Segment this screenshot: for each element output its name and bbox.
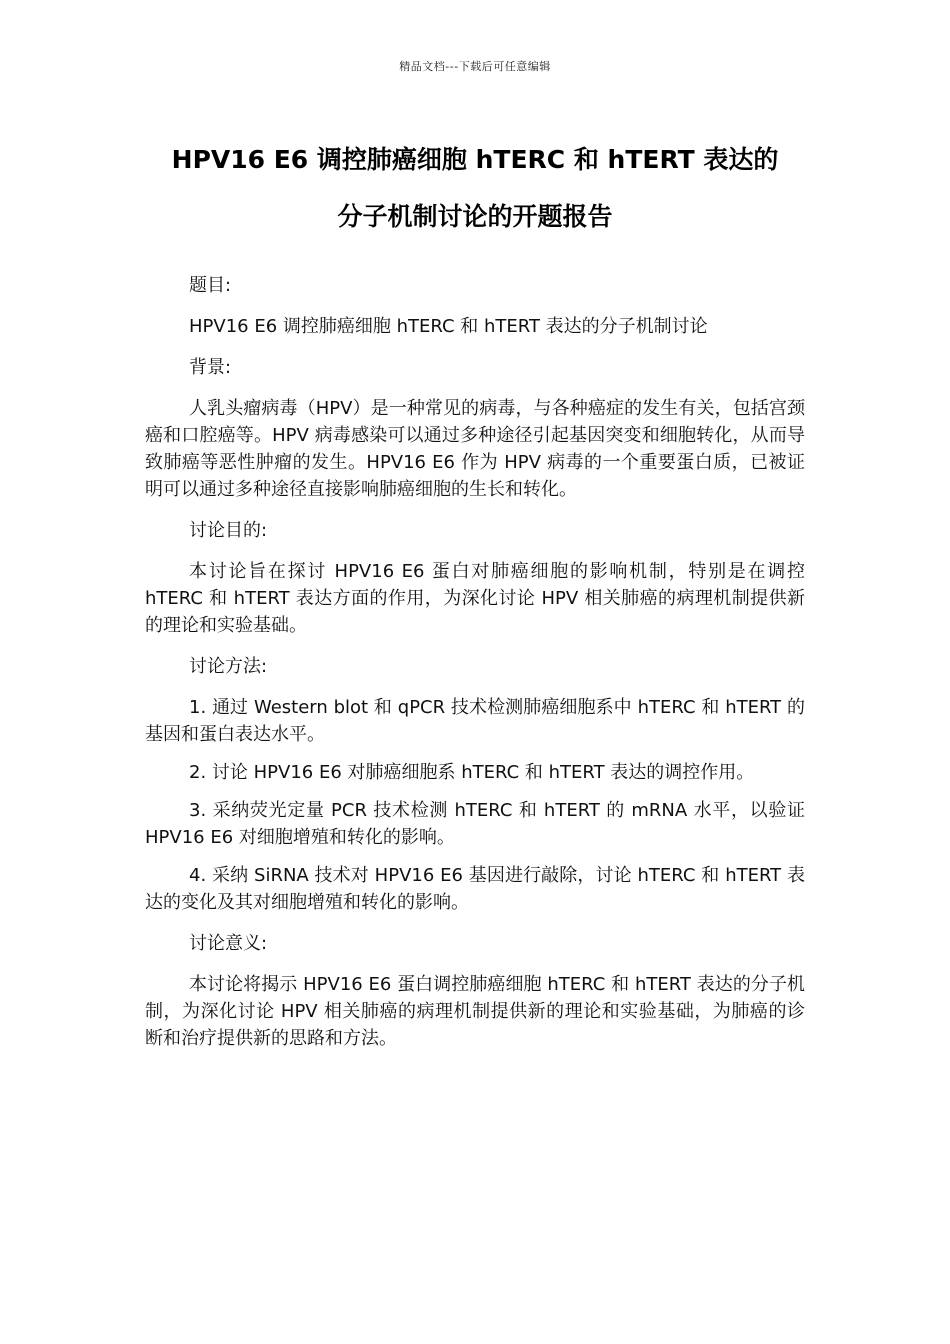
method-item-1: 1. 通过 Western blot 和 qPCR 技术检测肺癌细胞系中 hTERC 和 hTERT 的基因和蛋白表达水平。: [145, 697, 805, 745]
purpose-text: 本讨论旨在探讨 HPV16 E6 蛋白对肺癌细胞的影响机制，特别是在调控 hTERC 和 hTERT 表达方面的作用，为深化讨论 HPV 相关肺癌的病理机制提供新的理论和实验基础。: [145, 561, 805, 636]
topic-label: 题目:: [189, 275, 232, 296]
document-title-line-1: HPV16 E6 调控肺癌细胞 hTERC 和 hTERT 表达的: [171, 145, 779, 174]
document-title-line-2: 分子机制讨论的开题报告: [337, 202, 613, 231]
significance-text: 本讨论将揭示 HPV16 E6 蛋白调控肺癌细胞 hTERC 和 hTERT 表达的分子机制，为深化讨论 HPV 相关肺癌的病理机制提供新的理论和实验基础，为肺癌的诊断和治疗提供新的思路和方法。: [145, 974, 805, 1049]
topic-text: HPV16 E6 调控肺癌细胞 hTERC 和 hTERT 表达的分子机制讨论: [189, 316, 708, 337]
background-label: 背景:: [189, 357, 232, 378]
method-item-2: 2. 讨论 HPV16 E6 对肺癌细胞系 hTERC 和 hTERT 表达的调控作用。: [189, 762, 755, 783]
purpose-label: 讨论目的:: [189, 520, 268, 541]
significance-label: 讨论意义:: [189, 933, 268, 954]
method-label: 讨论方法:: [189, 656, 268, 677]
background-text: 人乳头瘤病毒（HPV）是一种常见的病毒，与各种癌症的发生有关，包括宫颈癌和口腔癌等。HPV 病毒感染可以通过多种途径引起基因突变和细胞转化，从而导致肺癌等恶性肿瘤的发生。HPV16 E6 作为 HPV 病毒的一个重要蛋白质，已被证明可以通过多种途径直接影响肺癌细胞的生长和转化。: [145, 398, 805, 500]
document-body: [145, 272, 805, 1066]
method-item-3: 3. 采纳荧光定量 PCR 技术检测 hTERC 和 hTERT 的 mRNA 水平，以验证 HPV16 E6 对细胞增殖和转化的影响。: [145, 800, 805, 848]
header-note: 精品文档---下载后可任意编辑: [399, 60, 551, 73]
method-item-4: 4. 采纳 SiRNA 技术对 HPV16 E6 基因进行敲除，讨论 hTERC 和 hTERT 表达的变化及其对细胞增殖和转化的影响。: [145, 865, 805, 913]
